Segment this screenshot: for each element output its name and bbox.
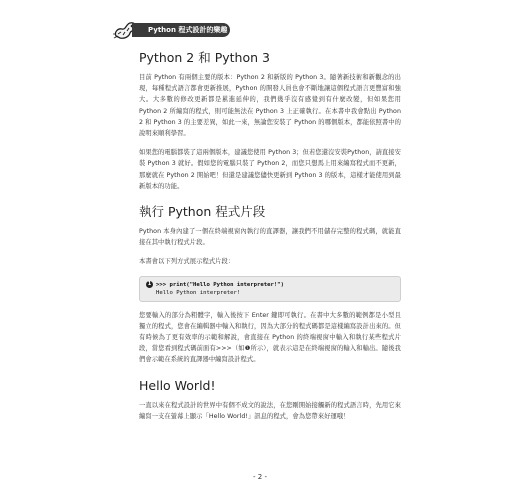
section-title-python-versions: Python 2 和 Python 3 [139, 50, 270, 65]
code-input-line [146, 281, 394, 289]
page-number: - 2 - [253, 473, 267, 481]
header-title: Python 程式設計的樂趣 [148, 26, 228, 34]
code-output-line: Hello Python interpreter! [156, 289, 241, 296]
paragraph: 一直以來在程式設計的世界中有個不成文的說法，在您剛開始接觸新的程式語言時，先用它來編寫一支在螢幕上顯示「Hello World!」訊息的程式，會為您帶來好運哦！ [139, 401, 401, 420]
paragraph: Python 本身內建了一個在終端視窗內執行的直譯器，讓我們不用儲存完整的程式碼，就能直接在其中執行程式片段。 [139, 228, 401, 247]
callout-marker: 1 [147, 280, 152, 287]
paragraph: 本書會以下列方式展示程式片段： [139, 258, 235, 266]
section-title-hello-world: Hello World! [139, 377, 216, 393]
paragraph: 目前 Python 有兩個主要的版本：Python 2 和新版的 Python 3。隨著新技術和新觀念的出現，每種程式語言都會更新推展，Python 的開發人員也會不斷地讓這個程式語言更豐富和強大。大多數的修改更新都是累進延伸的，我們幾乎沒有感覺到有什麼改變，但如果您用 Python 2 所編寫的程式，則可能無法在 Python 3 上正確執行。在本書中我會點出 Python 2 和 Python 3 的主要差異，如此一來，無論您安裝了 Python 的哪個版本，都能依照書中的說明來順利學習。 [139, 74, 401, 138]
paragraph: 如果您的電腦都裝了這兩個版本，建議您使用 Python 3；但若您還沒安裝Python，請直接安裝 Python 3 就好。假如您的電腦只裝了 Python 2，而您只想馬上用來編寫程式而不更新，那麼就在 Python 2 開始吧！但還是建議您儘快更新到 Python 3 的版本，這樣才能使用到最新版本的功能。 [139, 149, 401, 190]
running-header [112, 16, 412, 42]
page-content [139, 50, 401, 422]
code-input-text: >>> print("Hello Python interpreter!") [156, 281, 284, 288]
code-block [139, 276, 401, 302]
paragraph: 您要輸入的部分為粗體字，輸入後按下 Enter 鍵即可執行。在書中大多數的範例都是小型且獨立的程式，您會在編輯器中輸入和執行，因為大部分的程式碼都是這樣編寫設計出來的。但有時候為了更有效率的示範和解說，會直接在 Python 的終端視窗中輸入和執行某些程式片段，當您看到程式碼前面有>>>（如❶所示），就表示這是在終端視窗的輸入和輸出。隨後我們會示範在系統的直譯器中編寫設計程式。 [139, 311, 401, 364]
section-title-run-snippets: 執行 Python 程式片段 [139, 204, 266, 220]
